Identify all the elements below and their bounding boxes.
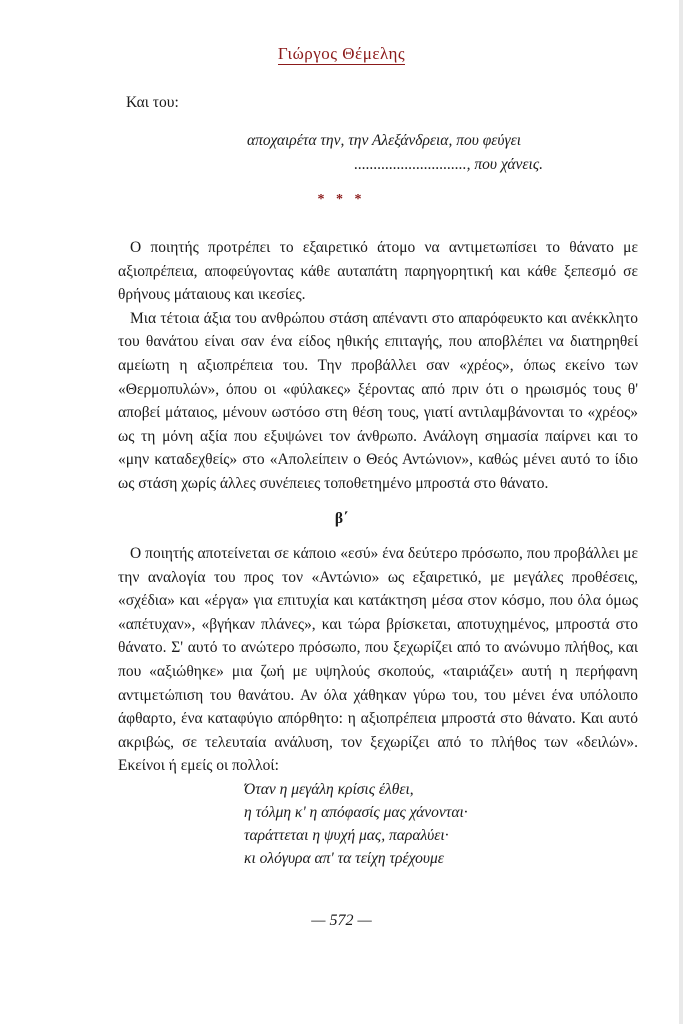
poem-line: η τόλμη κ' η απόφασίς μας χάνονται· [244, 804, 468, 821]
section-heading: β΄ [334, 510, 349, 527]
running-header [0, 44, 683, 64]
paragraph: Ο ποιητής αποτείνεται σε κάποιο «εσύ» ένα δεύτερο πρόσωπο, που προβάλλει με την αναλογία του προς τον «Αντώνιο» ως εξαιρετικό, με μεγάλες προθέσεις, «σχέδια» και «έργα» για επιτυχία και κατάκτηση μέσα στον κόσμο, που όλα όμως «απέτυχαν», «βγήκαν πλάνες», και τώρα βρίσκεται, αποτυχημένος, μπροστά στο θάνατο. Σ' αυτό το ανώτερο πρόσωπο, που ξεχωρίζει από το ανώνυμο πλήθος, και που «αξιώθηκε» μια ζωή με υψηλούς σκοπούς, «ταιριάζει» αυτή η περήφανη αντιμετώπιση του θανάτου. Αν όλα χάθηκαν γύρω του, του μένει ένα υπόλοιπο άφθαρτο, ένα καταφύγιο απόρθητο: η αξιοπρέπεια μπροστά στο θάνατο. Και αυτό ακριβώς, σε τελευταία ανάλυση, τον ξεχωρίζει από το πλήθος των «δειλών». Εκείνοι ή εμείς οι πολλοί: [118, 545, 638, 775]
quoted-verse [247, 129, 543, 177]
intro-line: Και του: [126, 94, 179, 111]
poem-line: Όταν η μεγάλη κρίσις έλθει, [244, 781, 414, 798]
verse-line: ............................., που χάνεις. [354, 156, 543, 173]
poem-line: ταράττεται η ψυχή μας, παραλύει· [244, 827, 449, 844]
section-divider: * * * [317, 192, 366, 207]
poem-line: κι ολόγυρα απ' τα τείχη τρέχουμε [244, 850, 444, 867]
poem-excerpt [244, 778, 468, 870]
author-name: Γιώργος Θέμελης [277, 44, 406, 63]
paragraph: Ο ποιητής προτρέπει το εξαιρετικό άτομο να αντιμετωπίσει το θάνατο με αξιοπρέπεια, αποφεύγοντας κάθε αυταπάτη παρηγορητική και κάθε ξεπεσμό σε θρήνους μάταιους και ικεσίες. [118, 239, 638, 304]
section-one-text [118, 236, 638, 496]
section-two-text [118, 542, 638, 778]
paragraph: Μια τέτοια άξια του ανθρώπου στάση απέναντι στο απαρόφευκτο και ανέκκλητο του θανάτου είναι σαν ένα είδος ηθικής επιταγής, που αποβλέπει να διατηρηθεί αμείωτη η αξιοπρέπεια του. Την προβάλλει σαν «χρέος», όπως εκείνο των «Θερμοπυλών», όπου οι «φύλακες» ξέροντας από πριν ότι ο ηρωισμός τους θ' αποβεί μάταιος, μένουν ωστόσο στη θέση τους, γιατί αντιλαμβάνονται το «χρέος» ως τη μόνη αξία που εξυψώνει τον άνθρωπο. Ανάλογη σημασία παίρνει και το «μην καταδεχθείς» στο «Απολείπειν ο Θεός Αντώνιον», καθώς μένει αυτό το ίδιο ως στάση χωρίς άλλες συνέπειες τοποθετημένο μπροστά στο θάνατο. [118, 309, 638, 492]
verse-line: αποχαιρέτα την, την Αλεξάνδρεια, που φεύγει [247, 132, 522, 149]
page-number: — 572 — [311, 912, 372, 929]
